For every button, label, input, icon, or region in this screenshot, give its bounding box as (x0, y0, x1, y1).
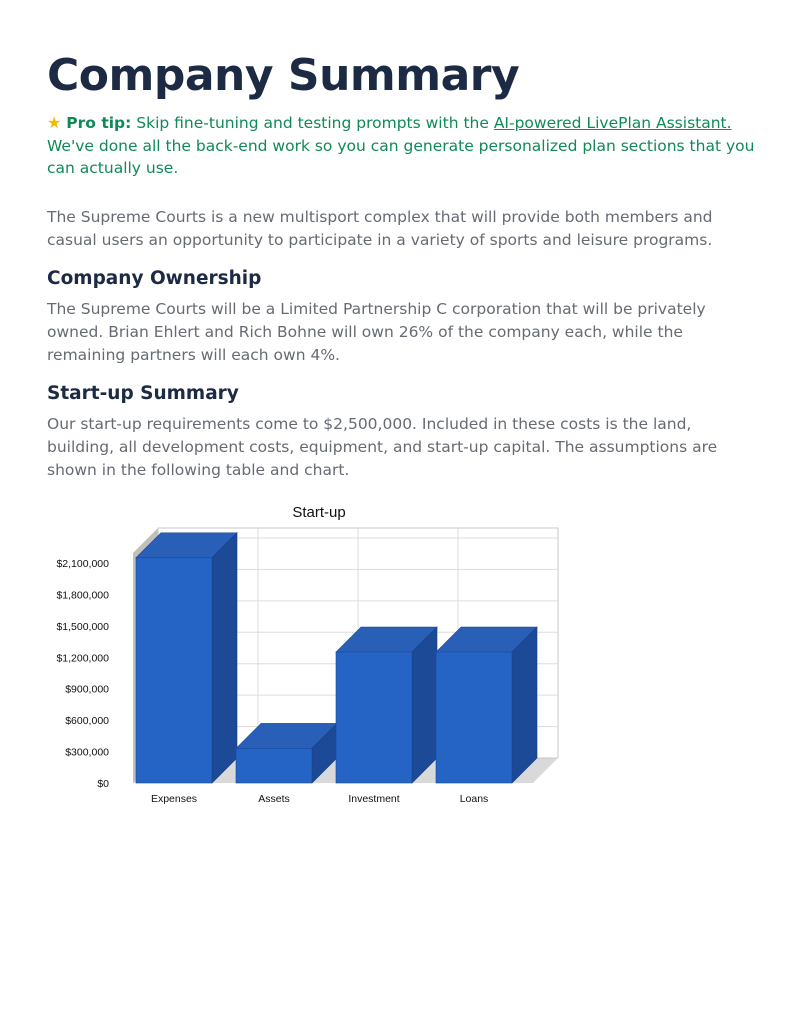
intro-paragraph: The Supreme Courts is a new multisport complex that will provide both members and casual users an opportunity to participate in a variety of sports and leisure programs. (47, 207, 713, 249)
pro-tip-label: Pro tip: (66, 114, 132, 132)
bar (136, 558, 212, 783)
y-tick-label: $1,200,000 (56, 652, 109, 665)
y-tick-label: $2,100,000 (56, 558, 109, 570)
y-tick-label: $1,800,000 (56, 589, 109, 602)
liveplan-assistant-link[interactable]: AI-powered LivePlan Assistant. (493, 114, 732, 132)
y-tick-label: $900,000 (65, 683, 109, 696)
y-tick-label: $600,000 (65, 715, 109, 728)
star-icon: ★ (47, 113, 62, 132)
x-tick-label: Loans (459, 793, 489, 805)
pro-tip (47, 112, 757, 180)
page-title: Company Summary (47, 50, 520, 101)
section-heading-ownership: Company Ownership (47, 267, 262, 289)
bar-side (212, 533, 237, 783)
section-heading-startup: Start-up Summary (47, 382, 239, 404)
pro-tip-text-before: Skip fine-tuning and testing prompts with the (131, 114, 494, 132)
chart-title: Start-up (292, 504, 346, 521)
startup-paragraph: Our start-up requirements come to $2,500,000. Included in these costs is the land, building, all development costs, equipment, and start-up capital. The assumptions are shown in the following table and chart. (47, 414, 718, 479)
bar-side (412, 627, 437, 783)
x-tick-label: Expenses (150, 793, 198, 805)
x-tick-label: Investment (348, 793, 400, 805)
startup-bar-chart (47, 498, 587, 818)
pro-tip-text-after: We've done all the back-end work so you can generate personalized plan sections that you can actually use. (47, 136, 755, 177)
y-tick-label: $0 (97, 778, 109, 790)
bar (336, 652, 412, 783)
ownership-paragraph: The Supreme Courts will be a Limited Partnership C corporation that will be privately owned. Brian Ehlert and Rich Bohne will own 26% of the company each, while the remaining partners will each own 4%. (47, 299, 706, 364)
x-tick-label: Assets (258, 793, 290, 805)
y-tick-label: $1,500,000 (56, 620, 109, 633)
y-tick-label: $300,000 (65, 746, 109, 759)
bar (236, 748, 312, 783)
bar (436, 652, 512, 783)
document-page (47, 48, 757, 482)
bar-side (512, 627, 537, 783)
